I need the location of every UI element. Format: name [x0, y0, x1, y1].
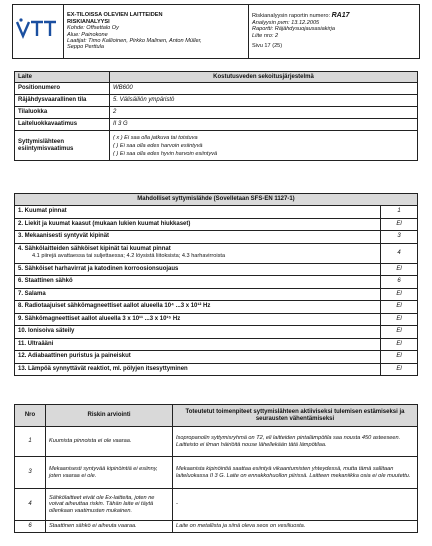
source-item-value: El — [381, 288, 418, 301]
source-item-value: 4 — [381, 243, 418, 263]
source-item-label: 6. Staattinen sähkö — [15, 276, 381, 289]
risk-row-nro: 1 — [15, 427, 46, 457]
source-item-label: 5. Sähköiset harhavirrat ja katodinen korroosionsuojaus — [15, 263, 381, 276]
header-middle — [64, 5, 249, 59]
risk-row-arvio: Mekaanisesti syntyvää kipinöintiä ei esiinny, joten vaaraa ei ole. — [46, 457, 173, 489]
device-header-value: Kostutusveden sekoitusjärjestelmä — [110, 72, 418, 83]
device-row-value: WB600 — [110, 83, 418, 95]
report-number-label: Riskianalyysin raportin numero: — [252, 13, 331, 20]
device-row-value: 5. Välisäiliön ympäristö — [110, 95, 418, 107]
source-item-label: 12. Adiabaattinen puristus ja paineiskut — [15, 351, 381, 364]
device-row-label: Laiteluokkavaatimus — [15, 119, 110, 131]
source-item-label: 10. Ionisoiva säteily — [15, 326, 381, 339]
device-header-label: Laite — [15, 72, 110, 83]
device-row-value: 2 — [110, 107, 418, 119]
device-row-label: Tilaluokka — [15, 107, 110, 119]
header-right — [249, 5, 420, 59]
appendix-number: Liite nro: 2 — [252, 32, 279, 39]
page-number: Sivu 17 (25) — [252, 43, 283, 50]
device-row-label: Räjähdysvaarallinen tila — [15, 95, 110, 107]
source-item-value: El — [381, 326, 418, 339]
risk-col-toimet: Toteutetut toimenpiteet syttymislähteen aktiiviseksi tulemisen estämiseksi ja seurausten vähentämiseksi — [173, 405, 418, 427]
source-item-value: El — [381, 263, 418, 276]
source-item-label: 8. Radiotaajuiset sähkömagneettiset aallot alueella 10⁴ ...3 x 10¹² Hz — [15, 301, 381, 314]
header-table — [12, 4, 420, 59]
source-item-value: El — [381, 301, 418, 314]
alue-text: Alue: Painokone — [67, 31, 108, 38]
ignition-requirement-label: Syttymislähteen esiintymisvaatimus — [15, 131, 110, 161]
analysis-date: Analyysin pvm: 13.12.2005 — [252, 19, 320, 26]
risk-row-toimet: Mekaanista kipinöintiä saattaa esiintyä vikaantumisten yhteydessä, mutta tämä sallitaan laiteluokassa II 3 G. Laite on ennakkohuollon piirissä. Laitteen mekaniikka osia ei ole muutettu. — [173, 457, 418, 489]
source-item-label: 4. Sähkölaitteiden sähköiset kipinät tai kuumat pinnat — [18, 246, 171, 253]
risk-row-nro: 6 — [15, 521, 46, 533]
logo-cell — [13, 5, 64, 59]
risk-row-arvio: Staattinen sähkö ei aiheuta vaaraa. — [46, 521, 173, 533]
source-item-value: El — [381, 351, 418, 364]
ignition-options — [110, 131, 418, 161]
source-item-value: El — [381, 313, 418, 326]
source-item-value: 6 — [381, 276, 418, 289]
source-item-value: El — [381, 363, 418, 376]
risk-row-toimet: - — [173, 489, 418, 521]
source-item-value: 1 — [381, 206, 418, 219]
source-item-label: 9. Sähkömagneettiset aallot alueella 3 x 10¹¹ ...3 x 10¹⁵ Hz — [15, 313, 381, 326]
report-name: Raportti: Räjähdysuojausasiakirja — [252, 26, 336, 33]
ignition-option: ( x ) Ei saa olla jatkuva tai toistuva — [113, 134, 198, 141]
source-item-label: 2. Liekit ja kuumat kaasut (mukaan lukien kuumat hiukkaset) — [15, 218, 381, 231]
risk-table — [14, 404, 418, 533]
source-item-value: 3 — [381, 231, 418, 244]
risk-row-nro: 3 — [15, 457, 46, 489]
laatijat-text-1: Laatijat: Timo Kallioinen, Pirkko Malinen, Anton Müller, — [67, 37, 202, 44]
risk-col-arvio: Riskin arviointi — [46, 405, 173, 427]
kohde-text: Kohde: Offsettalo Oy — [67, 25, 119, 32]
source-item-label: 11. Ultraääni — [15, 338, 381, 351]
ignition-sources-table — [14, 193, 418, 376]
report-number-value: RA17 — [331, 12, 350, 20]
sources-header: Mahdolliset syttymislähde (Sovelletaan SFS-EN 1127-1) — [15, 194, 418, 206]
vtt-logo-icon — [15, 17, 61, 41]
source-item-label: 13. Lämpöä synnyttävät reaktiot, ml. pölyjen itsesyttyminen — [15, 363, 381, 376]
risk-row-arvio: Sähkölaitteet eivät ole Ex-laitteita, joten ne voivat aiheuttaa riskin. Tähän laite ei täytä ollenkaan vaatimusten mukainen. — [46, 489, 173, 521]
source-item-value: El — [381, 338, 418, 351]
source-item-value: El — [381, 218, 418, 231]
risk-row-arvio: Kuumista pinnoista ei ole vaaraa. — [46, 427, 173, 457]
source-item-sub: 4.1 piirejä avattaessa tai suljettaessa; 4.2 löysistä liitoksista; 4.3 harhavirroista — [32, 253, 226, 260]
device-table — [14, 71, 418, 161]
source-item-label: 3. Mekaanisesti syntyvät kipinät — [15, 231, 381, 244]
source-item-cell — [15, 243, 381, 263]
doc-title-2: RISKIANALYYSI — [67, 18, 110, 25]
source-item-label: 1. Kuumat pinnat — [15, 206, 381, 219]
risk-row-toimet: Isopropanolin syttymisryhmä on T2, eli laitteiden pintalämpötila saa nousta 450 asteeseen. Laitteisto ei ilman häiriöitä nouse lähellekään tätä lämpötilaa. — [173, 427, 418, 457]
risk-col-nro: Nro — [15, 405, 46, 427]
risk-row-toimet: Laite on metallista ja siinä oleva seos on vesiliuosta. — [173, 521, 418, 533]
doc-title-1: EX-TILOISSA OLEVIEN LAITTEIDEN — [67, 12, 163, 19]
device-row-value: II 3 G — [110, 119, 418, 131]
device-row-label: Positionumero — [15, 83, 110, 95]
ignition-option: ( ) Ei saa olla edes harvoin esiintyvä — [113, 142, 203, 149]
source-item-label: 7. Salama — [15, 288, 381, 301]
laatijat-text-2: Seppo Perttula — [67, 44, 105, 51]
risk-row-nro: 4 — [15, 489, 46, 521]
ignition-option: ( ) Ei saa olla edes hyvin harvoin esiintyvä — [113, 150, 218, 157]
